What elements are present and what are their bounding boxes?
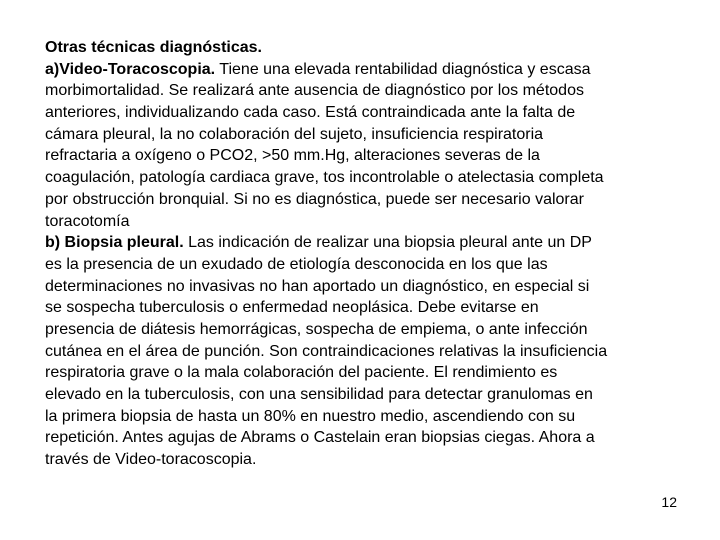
page-number: 12 bbox=[661, 494, 677, 510]
body-text: anteriores, individualizando cada caso. Está contraindicada ante la falta de bbox=[45, 104, 576, 122]
bold-heading: Otras técnicas diagnósticas. bbox=[45, 39, 262, 56]
text-line bbox=[45, 102, 695, 124]
text-line bbox=[45, 319, 695, 341]
text-line bbox=[45, 232, 695, 254]
text-line bbox=[45, 406, 695, 428]
body-text: Tiene una elevada rentabilidad diagnóstica y escasa bbox=[215, 60, 591, 78]
text-line bbox=[45, 276, 695, 298]
text-line bbox=[45, 427, 695, 449]
body-text: se sospecha tuberculosis o enfermedad neoplásica. Debe evitarse en bbox=[45, 299, 539, 317]
body-text: Las indicación de realizar una biopsia pleural ante un DP bbox=[183, 234, 592, 252]
text-line bbox=[45, 167, 695, 189]
body-text: la primera biopsia de hasta un 80% en nuestro medio, ascendiendo con su bbox=[45, 407, 576, 425]
text-line bbox=[45, 80, 695, 102]
text-line bbox=[45, 124, 695, 146]
text-line bbox=[45, 297, 695, 319]
body-text: respiratoria grave o la mala colaboración del paciente. El rendimiento es bbox=[45, 364, 558, 382]
body-text: través de Video-toracoscopia. bbox=[45, 451, 257, 469]
body-text: por obstrucción bronquial. Si no es diagnóstica, puede ser necesario valorar bbox=[45, 190, 584, 208]
body-text: presencia de diátesis hemorrágicas, sospecha de empiema, o ante infección bbox=[45, 320, 588, 338]
text-line bbox=[45, 362, 695, 384]
text-line bbox=[45, 211, 695, 233]
bold-heading: a)Video-Toracoscopia. bbox=[45, 60, 216, 78]
body-text: determinaciones no invasivas no han aportado un diagnóstico, en especial si bbox=[45, 277, 590, 295]
body-text: repetición. Antes agujas de Abrams o Castelain eran biopsias ciegas. Ahora a bbox=[45, 429, 595, 447]
body-text: es la presencia de un exudado de etiología desconocida en los que las bbox=[45, 255, 548, 273]
body-text: elevado en la tuberculosis, con una sensibilidad para detectar granulomas en bbox=[45, 386, 593, 403]
body-text: toracotomía bbox=[45, 212, 130, 230]
text-line bbox=[45, 189, 695, 211]
text-line bbox=[45, 254, 695, 276]
body-text: refractaria a oxígeno o PCO2, >50 mm.Hg, alteraciones severas de la bbox=[45, 147, 540, 165]
body-text: cámara pleural, la no colaboración del sujeto, insuficiencia respiratoria bbox=[45, 125, 544, 143]
text-line bbox=[45, 145, 695, 167]
text-line bbox=[45, 384, 695, 406]
text-line bbox=[45, 59, 695, 81]
text-line bbox=[45, 449, 695, 471]
bold-heading: b) Biopsia pleural. bbox=[45, 234, 184, 252]
body-text: cutánea en el área de punción. Son contraindicaciones relativas la insuficiencia bbox=[45, 342, 608, 360]
body-text: coagulación, patología cardiaca grave, tos incontrolable o atelectasia completa bbox=[45, 169, 604, 187]
body-text: morbimortalidad. Se realizará ante ausencia de diagnóstico por los métodos bbox=[45, 82, 584, 100]
text-line bbox=[45, 37, 695, 59]
slide-text-body bbox=[45, 37, 695, 471]
text-line bbox=[45, 341, 695, 363]
